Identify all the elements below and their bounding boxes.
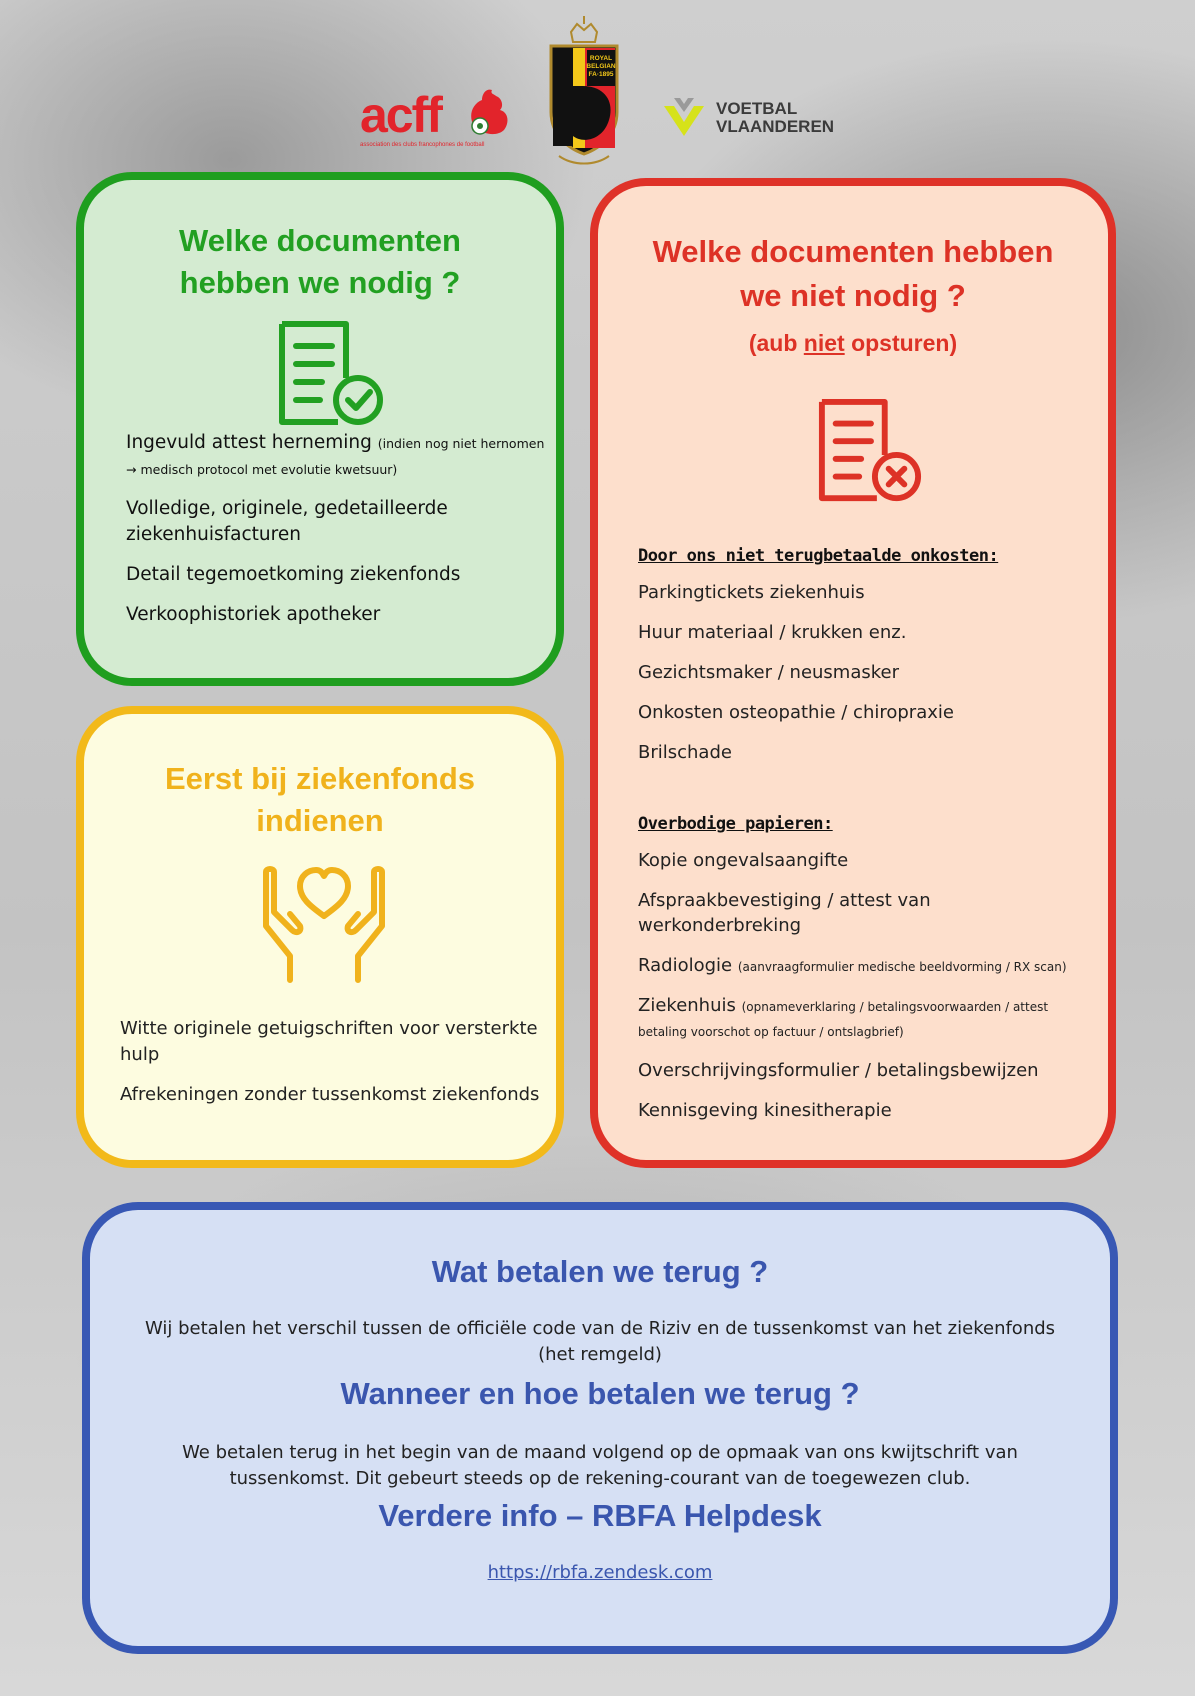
not-reimbursed-item: Gezichtsmaker / neusmasker [638,662,900,683]
refund-when-title: Wanneer en hoe betalen we terug ? [340,1376,860,1411]
needed-item-3: Detail tegemoetkoming ziekenfonds [126,564,461,585]
not-reimbursed-heading: Door ons niet terugbetaalde onkosten: [638,546,999,566]
not-needed-title: Welke documenten hebben we niet nodig ? [652,234,1054,313]
not-reimbursed-item: Huur materiaal / krukken enz. [638,622,907,643]
document-x-icon [816,398,924,506]
voetbal-vlaanderen-logo [660,92,850,144]
mutuality-list [120,1016,540,1122]
refund-info-card [82,1202,1118,1654]
not-needed-emphasis: niet [803,330,845,356]
rbfa-crest-icon [543,16,625,166]
superfluous-item: Kopie ongevalsaangifte [638,850,849,871]
not-reimbursed-item: Brilschade [638,742,732,763]
superfluous-item: Afspraakbevestiging / attest van werkonderbreking [638,890,931,936]
hands-heart-icon [256,864,392,984]
rbfa-crest [543,16,625,166]
superfluous-item-note: (aanvraagformulier medische beeldvorming / RX scan) [737,960,1067,974]
needed-item-1: Ingevuld attest herneming (indien nog niet hernomen → medisch protocol met evolutie kwetsuur) [126,432,545,477]
needed-documents-card [76,172,564,686]
needed-title: Welke documenten hebben we nodig ? [179,223,461,300]
not-needed-documents-card [590,178,1116,1168]
not-needed-list [638,546,1098,1138]
superfluous-item: Overschrijvingsformulier / betalingsbewijzen [638,1060,1039,1081]
acff-logo-subtitle: association des clubs francophones de football [360,142,485,148]
refund-what-text: Wij betalen het verschil tussen de officiële code van de Riziv en de tussenkomst van het ziekenfonds (het remgeld) [144,1318,1056,1365]
needed-list [126,430,546,642]
vv-line1: VOETBAL [716,99,798,118]
not-reimbursed-item: Parkingtickets ziekenhuis [638,582,865,603]
vv-emblem-icon [660,92,708,140]
document-check-icon [276,320,386,430]
superfluous-papers-heading: Overbodige papieren: [638,814,833,834]
needed-item-4: Verkoophistoriek apotheker [126,604,381,625]
refund-what-title: Wat betalen we terug ? [431,1254,769,1289]
superfluous-item: Radiologie (aanvraagformulier medische beeldvorming / RX scan) [638,955,1067,976]
superfluous-item: Kennisgeving kinesitherapie [638,1100,892,1121]
acff-logo-word: acff [360,87,441,143]
helpdesk-link[interactable]: https://rbfa.zendesk.com [487,1562,713,1583]
superfluous-item-note: (opnameverklaring / betalingsvoorwaarden / attest betaling voorschot op factuur / ontslagbrief) [638,1000,1049,1039]
refund-when-text: We betalen terug in het begin van de maand volgend op de opmaak van ons kwijtschrift van tussenkomst. Dit gebeurt steeds op de rekening-courant van de toegewezen club. [182,1442,1018,1489]
not-needed-subtitle: (aub niet opsturen) [748,330,958,356]
svg-text:ROYAL: ROYAL [589,55,613,62]
needed-item-1-note: (indien nog niet hernomen → medisch protocol met evolutie kwetsuur) [126,436,545,477]
mutuality-item-1: Witte originele getuigschriften voor versterkte hulp [120,1018,538,1065]
mutuality-first-card [76,706,564,1168]
not-reimbursed-item: Onkosten osteopathie / chiropraxie [638,702,954,723]
helpdesk-title: Verdere info – RBFA Helpdesk [378,1498,822,1533]
superfluous-item: Ziekenhuis (opnameverklaring / betalingsvoorwaarden / attest betaling voorschot op factuur / ontslagbrief) [638,995,1049,1039]
rooster-icon [464,86,512,142]
vv-line2: VLAANDEREN [716,117,835,136]
mutuality-item-2: Afrekeningen zonder tussenkomst ziekenfonds [120,1084,540,1105]
svg-text:FA·1895: FA·1895 [588,71,614,78]
mutuality-title: Eerst bij ziekenfonds indienen [164,761,476,838]
needed-item-2: Volledige, originele, gedetailleerde ziekenhuisfacturen [126,498,448,545]
acff-logo [360,87,510,156]
svg-text:BELGIAN: BELGIAN [586,63,616,70]
